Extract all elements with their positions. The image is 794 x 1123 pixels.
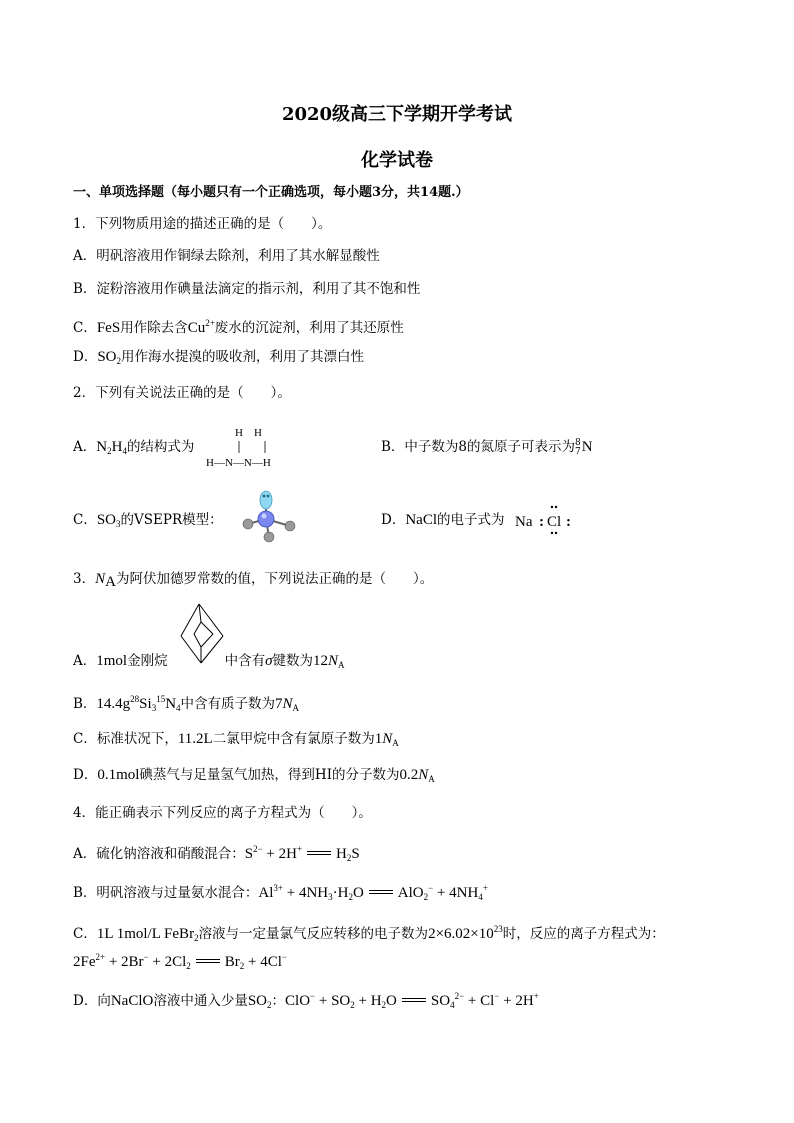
struct-top-h: H H: [235, 427, 262, 439]
q3-option-d: D．0.1mol碘蒸气与足量氢气加热，得到HI的分子数为$0.2N_A$: [73, 767, 435, 784]
q1-stem: 1．下列物质用途的描述正确的是（ ）。: [73, 216, 332, 232]
nacl-electron-dot-diagram: [513, 500, 583, 540]
nuclide-indices: 8 7: [575, 437, 581, 457]
q4-option-c: C．1L 1mol/L FeBr$_2$溶液与一定量氯气反应转移的电子数为$2\times 6.02\times 10^{23}$时，反应的离子方程式为：: [73, 924, 665, 943]
q4-option-b: B．明矾溶液与过量氨水混合：$Al^{3+} + 4NH_3\cdot H_2O$ $AlO_2^- + 4NH_4^+$: [73, 883, 488, 902]
na-symbol: Na: [515, 514, 533, 530]
svg-text::: :: [539, 514, 544, 530]
q3-option-a: A．1mol金刚烷 中含有σ键数为$12N_A$: [73, 653, 345, 670]
q2-option-b: B．中子数为8的氮原子可表示为8 7N: [381, 437, 593, 457]
q1-option-a: A．明矾溶液用作铜绿去除剂，利用了其水解显酸性: [73, 248, 380, 264]
q4-option-a: A．硫化钠溶液和硝酸混合：$S^{2-} + 2H^+$ $H_2S$: [73, 844, 360, 863]
q4-option-d: D．向NaClO溶液中通入少量$SO_2$：$ClO^- + SO_2 + H_2O$ $SO_4^{2-} + Cl^- + 2H^+$: [73, 991, 539, 1010]
q2-option-a: A．$N_2H_4$的结构式为: [73, 439, 195, 456]
n2h4-structure-diagram: [204, 424, 304, 474]
so3-vsepr-model-diagram: [238, 490, 308, 546]
q2-stem: 2．下列有关说法正确的是（ ）。: [73, 385, 291, 401]
cl-symbol: Cl: [547, 514, 562, 530]
adamantane-structure-diagram: [172, 602, 230, 666]
q1-option-d: D．$SO_2$用作海水提溴的吸收剂，利用了其漂白性: [73, 349, 365, 366]
exam-subtitle: 化学试卷: [361, 150, 433, 171]
q4-option-c-equation: $2Fe^{2+} + 2Br^- + 2Cl_2$ $Br_2 + 4Cl^-$: [73, 952, 287, 971]
svg-text::: :: [566, 514, 571, 530]
q4-stem: 4．能正确表示下列反应的离子方程式为（ ）。: [73, 805, 372, 821]
section-heading: 一、单项选择题（每小题只有一个正确选项，每小题3分，共14题.）: [73, 185, 469, 200]
q3-option-c: C．标准状况下，11.2L二氯甲烷中含有氯原子数为$1N_A$: [73, 731, 399, 748]
struct-bottom-chain: H—N—N—H: [206, 457, 271, 469]
q3-stem: 3．$N_A$为阿伏加德罗常数的值，下列说法正确的是（ ）。: [73, 571, 434, 590]
q1-option-b: B．淀粉溶液用作碘量法滴定的指示剂，利用了其不饱和性: [73, 281, 421, 297]
q3-option-b: B．$14.4g^{28}Si_3^{15}N_4$中含有质子数为$7N_A$: [73, 694, 300, 713]
q2-option-c: C．$SO_3$的VSEPR模型：: [73, 512, 223, 529]
q1-option-c: C．FeS用作除去含$Cu^{2+}$废水的沉淀剂，利用了其还原性: [73, 318, 404, 336]
q2-option-d: D．NaCl的电子式为: [381, 512, 505, 528]
exam-title: 2020级高三下学期开学考试: [281, 104, 513, 125]
